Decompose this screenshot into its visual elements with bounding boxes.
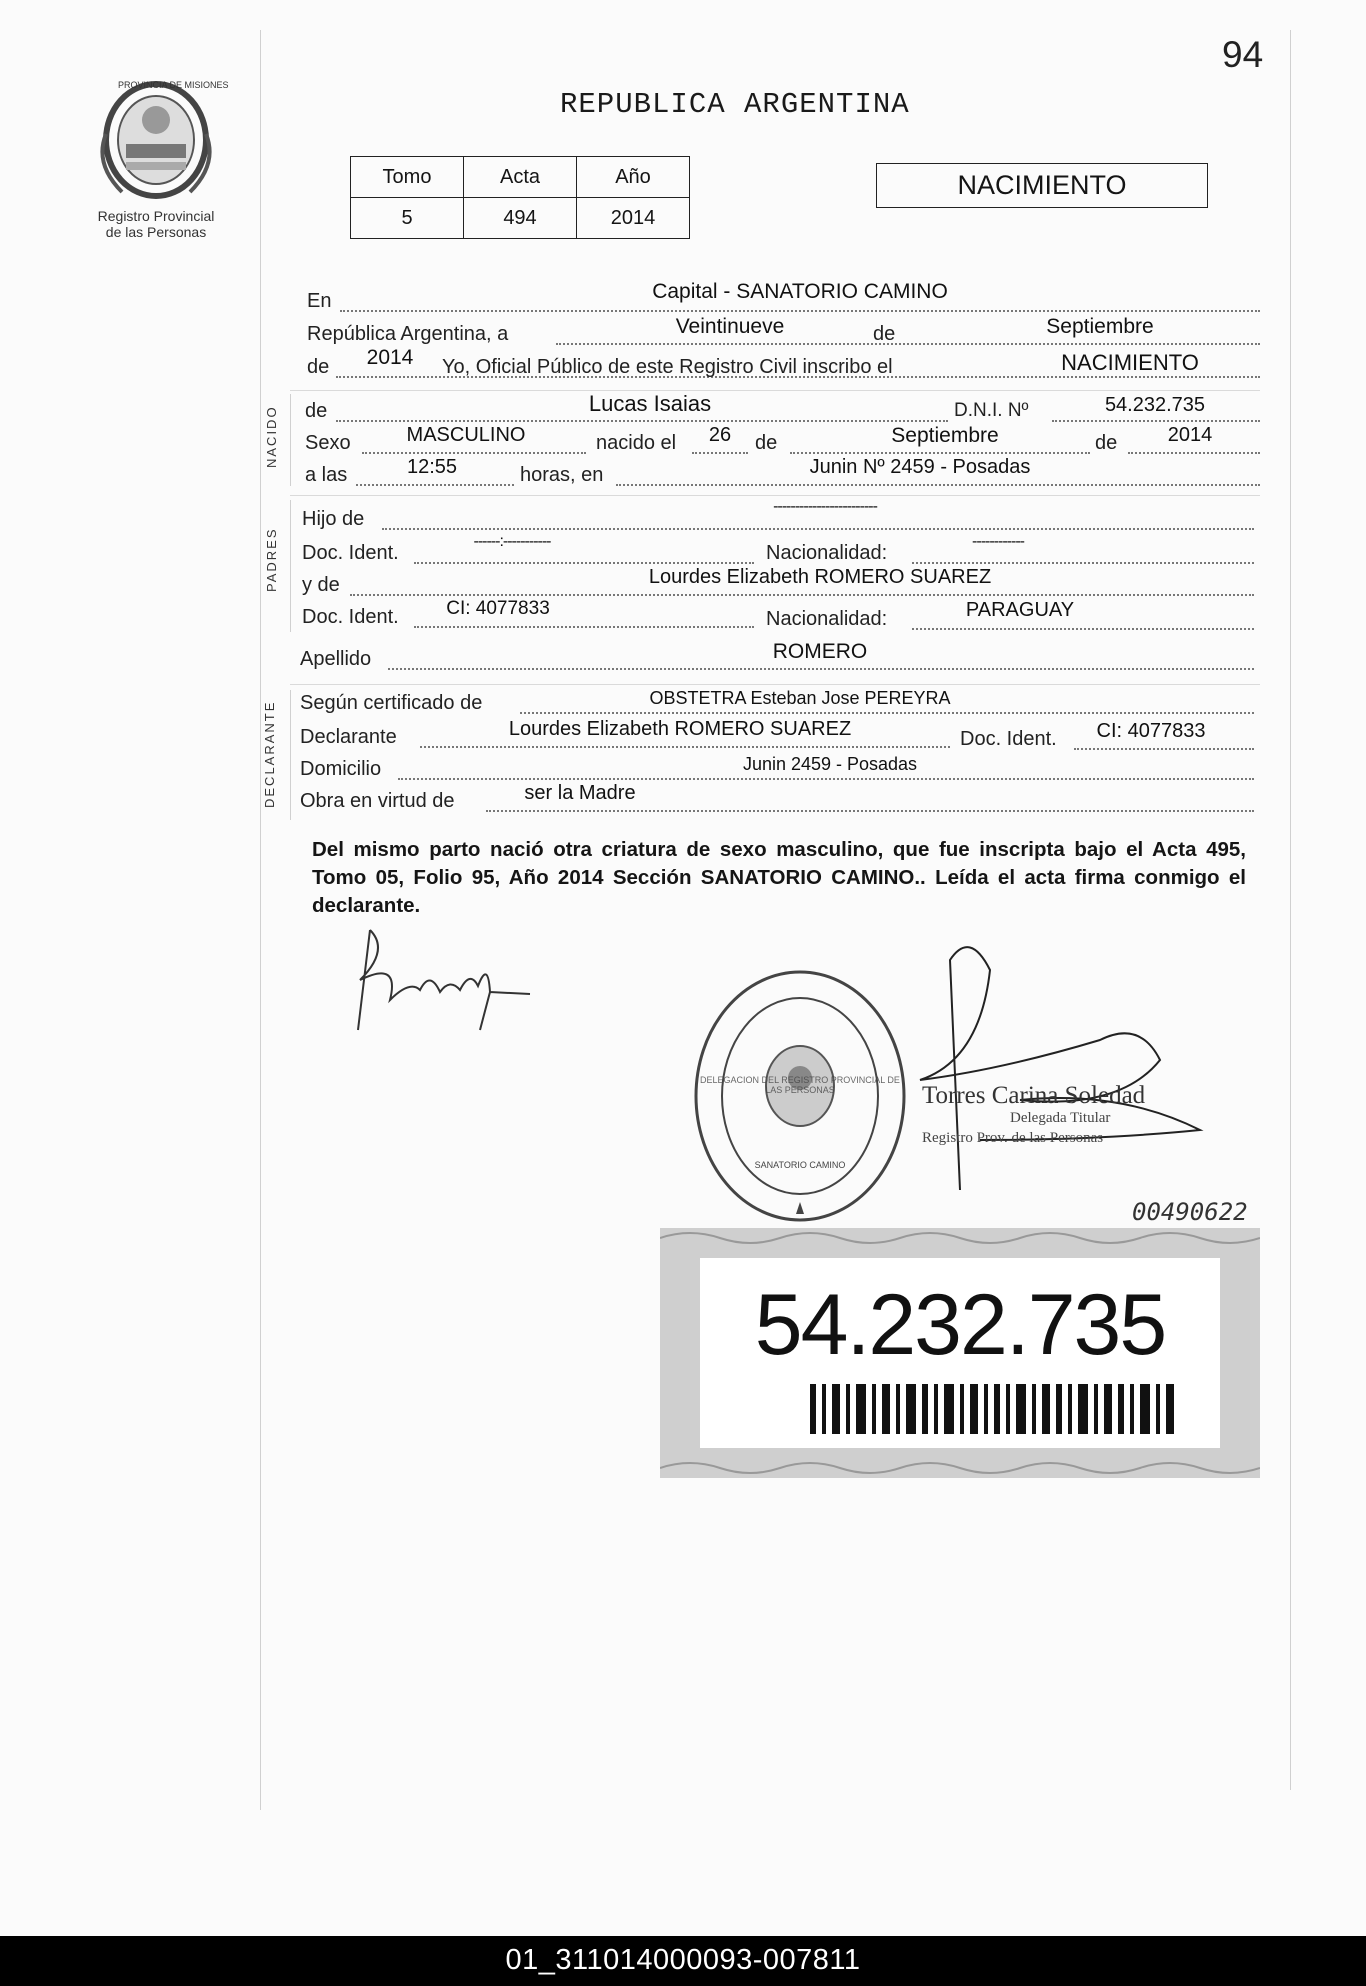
birth-year-dots: [1128, 452, 1260, 454]
birth-month-dots: [790, 452, 1090, 454]
doc2-dots: [414, 626, 754, 628]
page-number: 94: [1222, 34, 1264, 75]
apellido-dots: [388, 668, 1254, 670]
official-stamp: [690, 966, 910, 1231]
registry-header-ano: Año: [577, 157, 690, 198]
birth-month: Septiembre: [891, 424, 999, 447]
right-margin-line: [1290, 30, 1291, 1790]
child-dni: 54.232.735: [1104, 394, 1206, 416]
act-de-label: de: [873, 323, 896, 345]
act-month: Septiembre: [1046, 315, 1154, 338]
act-type-box: NACIMIENTO: [876, 163, 1208, 208]
apellido-value: ROMERO: [772, 640, 868, 663]
declarante-label: Declarante: [300, 726, 397, 748]
declarante-doc-label: Doc. Ident.: [960, 728, 1057, 750]
child-name: Lucas Isaias: [588, 391, 712, 416]
declarante-dots: [420, 746, 950, 748]
birth-time: 12:55: [406, 456, 458, 478]
declarante-doc: CI: 4077833: [1096, 720, 1206, 742]
child-sexo: MASCULINO: [406, 424, 526, 446]
signer-role: Delegada Titular: [1010, 1110, 1111, 1126]
stamp-outer-text: DELEGACION DEL REGISTRO PROVINCIAL DE LAS PERSONAS: [700, 1075, 900, 1095]
domicilio-dots: [398, 778, 1254, 780]
a-las-label: a las: [305, 464, 348, 486]
birth-day-dots: [692, 452, 748, 454]
registry-value-acta: 494: [464, 198, 577, 239]
stamp-inner-text: SANATORIO CAMINO: [754, 1160, 846, 1170]
obra-label: Obra en virtud de: [300, 790, 455, 812]
padres-section-line: [290, 500, 291, 632]
sexo-label: Sexo: [305, 432, 351, 454]
office-caption-line2: de las Personas: [105, 224, 207, 240]
hijo-label: Hijo de: [302, 508, 365, 530]
mother-doc: CI: 4077833: [446, 598, 550, 619]
serial-number: 00490622: [1132, 1198, 1248, 1226]
registry-value-tomo: 5: [351, 198, 464, 239]
domicilio-label: Domicilio: [300, 758, 382, 780]
act-year: 2014: [366, 346, 414, 369]
footer-document-id: 01_311014000093-007811: [505, 1944, 861, 1976]
nacido-de-label: de: [305, 400, 328, 422]
cert-value: OBSTETRA Esteban Jose PEREYRA: [649, 688, 951, 708]
doc1-label: Doc. Ident.: [302, 542, 399, 564]
cert-dots: [520, 712, 1254, 714]
declarante-section-line: [290, 690, 291, 820]
sexo-dots: [362, 452, 586, 454]
birth-place-dots: [616, 484, 1260, 486]
registry-value-row: [351, 198, 690, 239]
birth-de-label: de: [755, 432, 778, 454]
registry-header-acta: Acta: [464, 157, 577, 198]
father-doc: ------:-----------: [473, 533, 551, 550]
country-dots: [556, 343, 1260, 345]
section-label-padres: PADRES: [264, 527, 279, 592]
seal-text: PROVINCIA DE MISIONES: [118, 80, 229, 90]
nac2-dots: [912, 628, 1254, 630]
time-dots: [356, 484, 514, 486]
act-year-label: de: [307, 356, 330, 378]
horas-label: horas, en: [520, 464, 604, 486]
section-label-declarante: DECLARANTE: [262, 700, 277, 808]
birth-de-label-2: de: [1095, 432, 1118, 454]
mother-nationality: PARAGUAY: [965, 599, 1075, 621]
separator-3: [290, 684, 1260, 685]
page-title: REPUBLICA ARGENTINA: [560, 88, 910, 121]
separator-2: [290, 495, 1260, 496]
barcode-icon: [810, 1384, 1180, 1434]
country-label: República Argentina, a: [307, 323, 509, 345]
registry-header-tomo: Tomo: [351, 157, 464, 198]
obra-value: ser la Madre: [524, 782, 636, 804]
doc1-dots: [414, 562, 754, 564]
en-label: En: [307, 290, 332, 312]
act-note: Del mismo parto nació otra criatura de sexo masculino, que fue inscripta bajo el Acta 495, Tomo 05, Folio 95, Año 2014 Sección SANATORIO CAMINO.. Leída el acta firma conmigo el declarante.: [312, 838, 1246, 917]
mother-dots: [350, 594, 1254, 596]
dni-barcode-label: [660, 1228, 1260, 1478]
registry-header-row: [351, 157, 690, 198]
father-name: ------------------------: [773, 498, 877, 515]
cert-label: Según certificado de: [300, 692, 483, 714]
nac2-label: Nacionalidad:: [766, 608, 888, 630]
dni-big-number: 54.232.735: [754, 1277, 1166, 1373]
province-seal-logo: [92, 74, 220, 206]
apellido-label: Apellido: [300, 648, 372, 670]
declarant-signature: [330, 920, 540, 1045]
obra-dots: [486, 810, 1254, 812]
en-dots: [340, 310, 1260, 312]
dni-dots: [1052, 420, 1260, 422]
declarante-value: Lourdes Elizabeth ROMERO SUAREZ: [508, 718, 852, 740]
birth-year: 2014: [1167, 424, 1213, 446]
registry-table: [350, 156, 690, 239]
act-word: NACIMIENTO: [1061, 350, 1199, 375]
birth-place: Junin Nº 2459 - Posadas: [809, 456, 1031, 478]
act-place: Capital - SANATORIO CAMINO: [652, 280, 948, 303]
domicilio-value: Junin 2459 - Posadas: [742, 754, 918, 774]
dni-label: D.N.I. Nº: [954, 400, 1029, 421]
office-caption: [72, 208, 240, 240]
officer-signature: [900, 940, 1220, 1205]
left-margin-line: [260, 30, 261, 1810]
declarante-doc-dots: [1074, 748, 1254, 750]
registry-value-ano: 2014: [577, 198, 690, 239]
nacido-el-label: nacido el: [596, 432, 677, 454]
doc2-label: Doc. Ident.: [302, 606, 399, 628]
father-dots: [382, 528, 1254, 530]
nacido-section-line: [290, 394, 291, 486]
nac1-label: Nacionalidad:: [766, 542, 888, 564]
signer-office: Registro Prov. de las Personas: [922, 1130, 1104, 1146]
barcode-inner: [700, 1258, 1220, 1448]
act-day-words: Veintinueve: [675, 315, 785, 338]
birth-day: 26: [708, 424, 732, 446]
father-nationality: ------------: [972, 533, 1024, 550]
section-label-nacido: NACIDO: [264, 405, 279, 468]
officer-text: Yo, Oficial Público de este Registro Civil inscribo el: [442, 356, 893, 378]
office-caption-line1: Registro Provincial: [97, 208, 215, 224]
nac1-dots: [912, 562, 1254, 564]
signer-name: Torres Carina Soledad: [922, 1082, 1146, 1109]
y-de-label: y de: [302, 574, 340, 596]
mother-name: Lourdes Elizabeth ROMERO SUAREZ: [648, 566, 992, 588]
nacido-name-dots: [336, 420, 948, 422]
